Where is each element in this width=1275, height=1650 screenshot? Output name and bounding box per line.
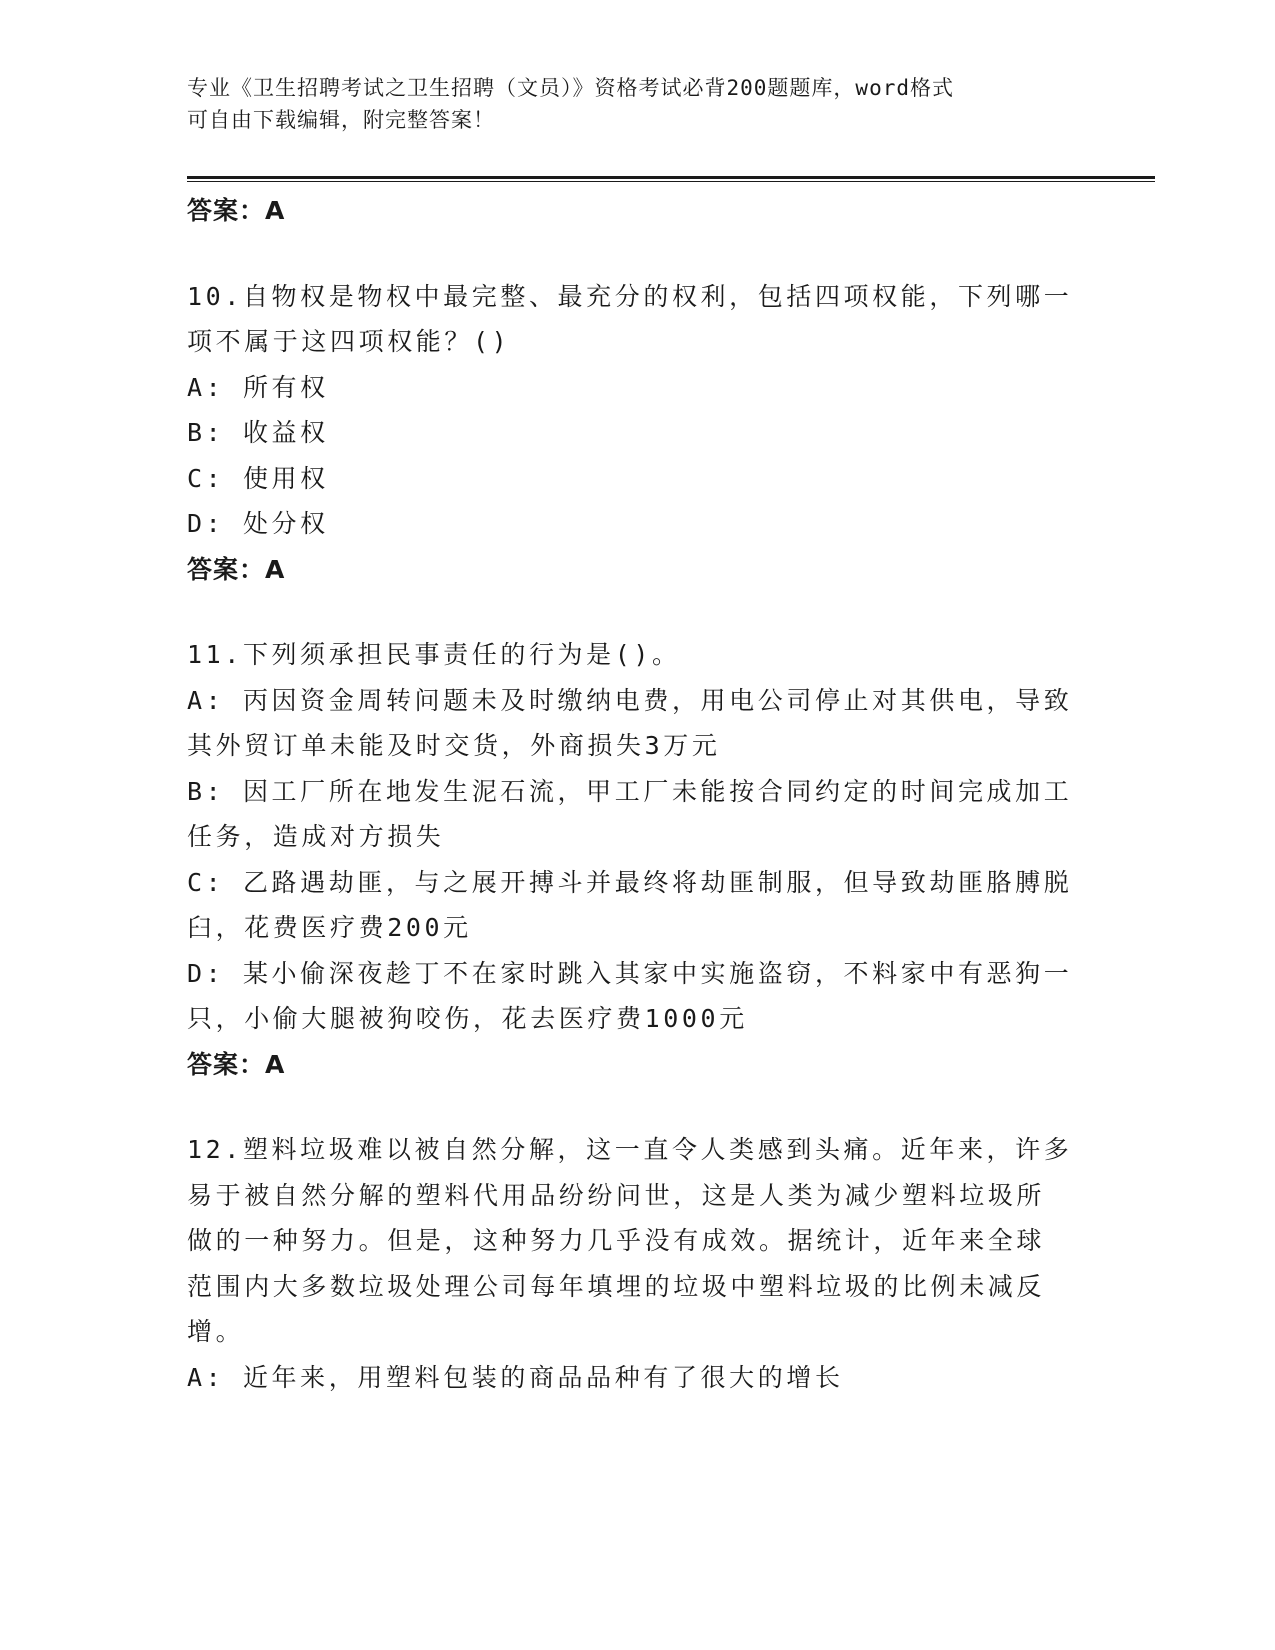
option-d: D: 处分权 (187, 509, 329, 538)
header-divider (187, 176, 1155, 179)
question-stem: 增。 (187, 1317, 245, 1346)
option-c: C: 乙路遇劫匪，与之展开搏斗并最终将劫匪制服，但导致劫匪胳膊脱 (187, 867, 1073, 897)
question-stem: 易于被自然分解的塑料代用品纷纷问世，这是人类为减少塑料垃圾所 (187, 1180, 1046, 1210)
option-b-cont: 任务，造成对方损失 (187, 822, 445, 851)
option-b: B: 因工厂所在地发生泥石流，甲工厂未能按合同约定的时间完成加工 (187, 776, 1073, 806)
option-d-cont: 只，小偷大腿被狗咬伤，花去医疗费1000元 (187, 1004, 748, 1033)
option-a-cont: 其外贸订单未能及时交货，外商损失3万元 (187, 731, 721, 760)
question-11 (187, 632, 1077, 1087)
question-12 (187, 1127, 1077, 1400)
option-b: B: 收益权 (187, 418, 329, 447)
question-stem: 项不属于这四项权能？() (187, 327, 511, 356)
option-a: A: 近年来，用塑料包装的商品品种有了很大的增长 (187, 1362, 844, 1392)
document-header (187, 72, 1087, 136)
question-10 (187, 274, 1077, 593)
question-stem: 12.塑料垃圾难以被自然分解，这一直令人类感到头痛。近年来，许多 (187, 1135, 1073, 1164)
header-line: 可自由下载编辑，附完整答案！ (187, 108, 495, 132)
document-body (187, 188, 1077, 1400)
option-c: C: 使用权 (187, 463, 329, 493)
option-c-cont: 臼，花费医疗费200元 (187, 913, 472, 942)
answer-line: 答案：A (187, 196, 286, 225)
question-stem: 11.下列须承担民事责任的行为是()。 (187, 640, 681, 669)
option-d: D: 某小偷深夜趁丁不在家时跳入其家中实施盗窃，不料家中有恶狗一 (187, 958, 1073, 988)
header-line: 专业《卫生招聘考试之卫生招聘（文员）》资格考试必背200题题库，word格式 (187, 76, 954, 100)
header-divider-thin (187, 181, 1155, 182)
option-a: A: 丙因资金周转问题未及时缴纳电费，用电公司停止对其供电，导致 (187, 685, 1073, 715)
answer-line: 答案：A (187, 554, 286, 584)
question-stem: 做的一种努力。但是，这种努力几乎没有成效。据统计，近年来全球 (187, 1226, 1046, 1255)
question-stem: 范围内大多数垃圾处理公司每年填埋的垃圾中塑料垃圾的比例未减反 (187, 1271, 1046, 1301)
option-a: A: 所有权 (187, 372, 329, 402)
answer-line: 答案：A (187, 1049, 286, 1079)
question-stem: 10.自物权是物权中最完整、最充分的权利，包括四项权能，下列哪一 (187, 281, 1073, 311)
